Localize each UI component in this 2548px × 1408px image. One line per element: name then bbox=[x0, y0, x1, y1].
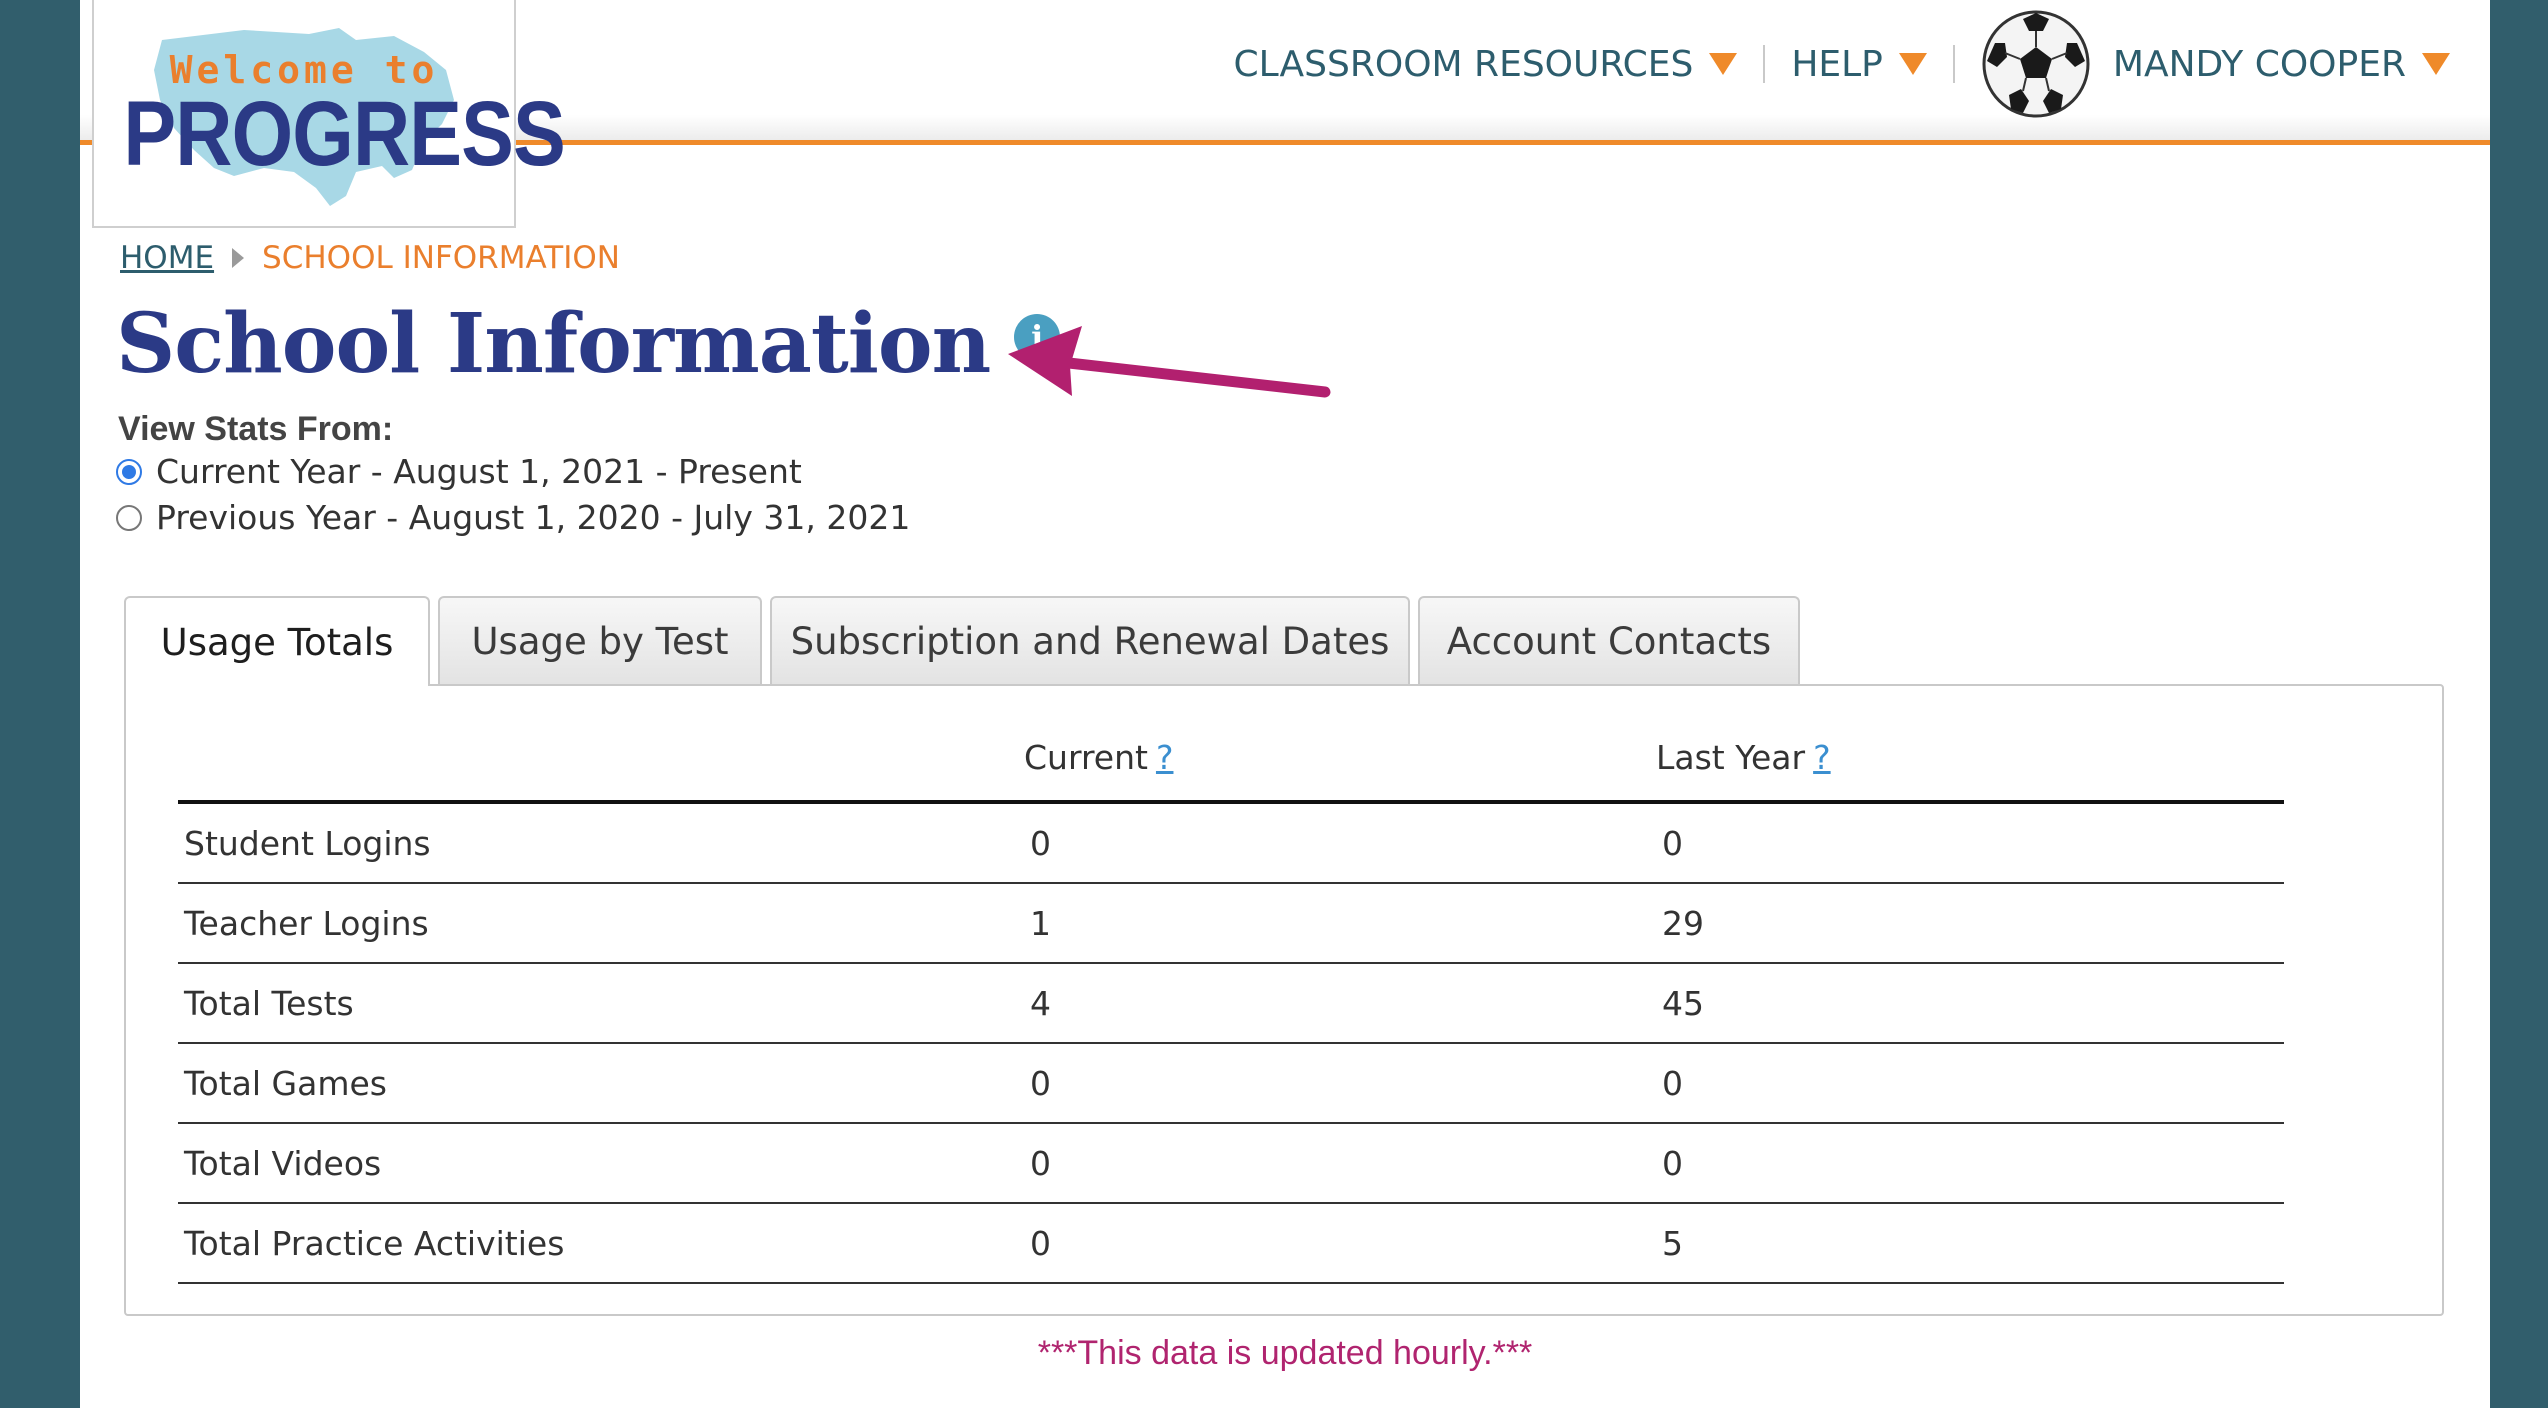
top-nav bbox=[1234, 0, 2450, 128]
row-current-value: 0 bbox=[1024, 802, 1656, 883]
nav-user-menu[interactable] bbox=[1981, 9, 2450, 119]
radio-button[interactable] bbox=[116, 505, 142, 531]
nav-classroom-resources-label: CLASSROOM RESOURCES bbox=[1233, 43, 1694, 85]
tab-usage-by-test[interactable]: Usage by Test bbox=[438, 596, 762, 684]
table-row bbox=[178, 1123, 2284, 1203]
row-current-value: 1 bbox=[1024, 883, 1656, 963]
row-current-value: 4 bbox=[1024, 963, 1656, 1043]
usage-totals-panel bbox=[124, 684, 2444, 1316]
logo-welcome-text: Welcome to bbox=[169, 48, 439, 92]
row-label: Total Tests bbox=[178, 963, 1024, 1043]
table-row bbox=[178, 1203, 2284, 1283]
breadcrumb-arrow-icon bbox=[232, 248, 244, 268]
row-last-year-value: 45 bbox=[1656, 963, 2284, 1043]
table-header-last-year bbox=[1656, 732, 2284, 802]
row-current-value: 0 bbox=[1024, 1123, 1656, 1203]
table-row bbox=[178, 802, 2284, 883]
last-year-help-link[interactable]: ? bbox=[1813, 738, 1831, 777]
row-last-year-value: 5 bbox=[1656, 1203, 2284, 1283]
breadcrumb-home-link[interactable]: HOME bbox=[120, 240, 215, 276]
tab-usage-totals[interactable]: Usage Totals bbox=[124, 596, 430, 686]
table-row bbox=[178, 963, 2284, 1043]
table-header-current bbox=[1024, 732, 1656, 802]
nav-help-label: HELP bbox=[1791, 43, 1883, 85]
row-label: Teacher Logins bbox=[178, 883, 1024, 963]
nav-help[interactable] bbox=[1791, 44, 1927, 85]
page-title: School Information bbox=[116, 296, 991, 392]
row-label: Total Games bbox=[178, 1043, 1024, 1123]
nav-divider bbox=[1763, 45, 1765, 83]
soccer-ball-avatar-icon bbox=[1981, 9, 2091, 119]
page bbox=[80, 0, 2490, 1408]
row-current-value: 0 bbox=[1024, 1203, 1656, 1283]
dropdown-triangle-icon bbox=[1709, 53, 1737, 75]
radio-option-label: Previous Year - August 1, 2020 - July 31, 2021 bbox=[156, 498, 911, 537]
radio-option-current-year[interactable] bbox=[116, 452, 802, 491]
row-last-year-value: 29 bbox=[1656, 883, 2284, 963]
row-current-value: 0 bbox=[1024, 1043, 1656, 1123]
row-last-year-value: 0 bbox=[1656, 1043, 2284, 1123]
header-current-label: Current bbox=[1024, 738, 1148, 777]
info-icon[interactable]: i bbox=[1014, 314, 1060, 360]
user-name: MANDY COOPER bbox=[2112, 43, 2406, 85]
breadcrumb-current: SCHOOL INFORMATION bbox=[262, 240, 620, 276]
usage-totals-table bbox=[178, 732, 2284, 1284]
dropdown-triangle-icon bbox=[2422, 53, 2450, 75]
row-label: Total Videos bbox=[178, 1123, 1024, 1203]
row-last-year-value: 0 bbox=[1656, 1123, 2284, 1203]
radio-button-selected[interactable] bbox=[116, 459, 142, 485]
view-stats-label: View Stats From: bbox=[118, 410, 394, 448]
title-row bbox=[116, 296, 1060, 392]
annotation-arrow-icon bbox=[1000, 318, 1340, 408]
table-row bbox=[178, 883, 2284, 963]
current-help-link[interactable]: ? bbox=[1155, 738, 1174, 777]
header-last-year-label: Last Year bbox=[1656, 738, 1806, 777]
table-header-empty bbox=[178, 732, 1024, 802]
breadcrumb bbox=[120, 240, 620, 276]
logo-progress-text: PROGRESS bbox=[123, 83, 565, 185]
data-update-note: ***This data is updated hourly.*** bbox=[1037, 1334, 1533, 1372]
site-logo[interactable] bbox=[92, 0, 565, 228]
nav-classroom-resources[interactable] bbox=[1234, 44, 1738, 85]
row-last-year-value: 0 bbox=[1656, 802, 2284, 883]
row-label: Total Practice Activities bbox=[178, 1203, 1024, 1283]
table-header-row bbox=[178, 732, 2284, 802]
nav-divider bbox=[1953, 45, 1955, 83]
row-label: Student Logins bbox=[178, 802, 1024, 883]
tab-bar bbox=[124, 596, 1808, 686]
tab-account-contacts[interactable]: Account Contacts bbox=[1418, 596, 1800, 684]
table-row bbox=[178, 1043, 2284, 1123]
radio-option-previous-year[interactable] bbox=[116, 498, 910, 537]
dropdown-triangle-icon bbox=[1899, 53, 1927, 75]
tab-subscription-renewal-dates[interactable]: Subscription and Renewal Dates bbox=[770, 596, 1410, 684]
radio-option-label: Current Year - August 1, 2021 - Present bbox=[156, 452, 802, 491]
